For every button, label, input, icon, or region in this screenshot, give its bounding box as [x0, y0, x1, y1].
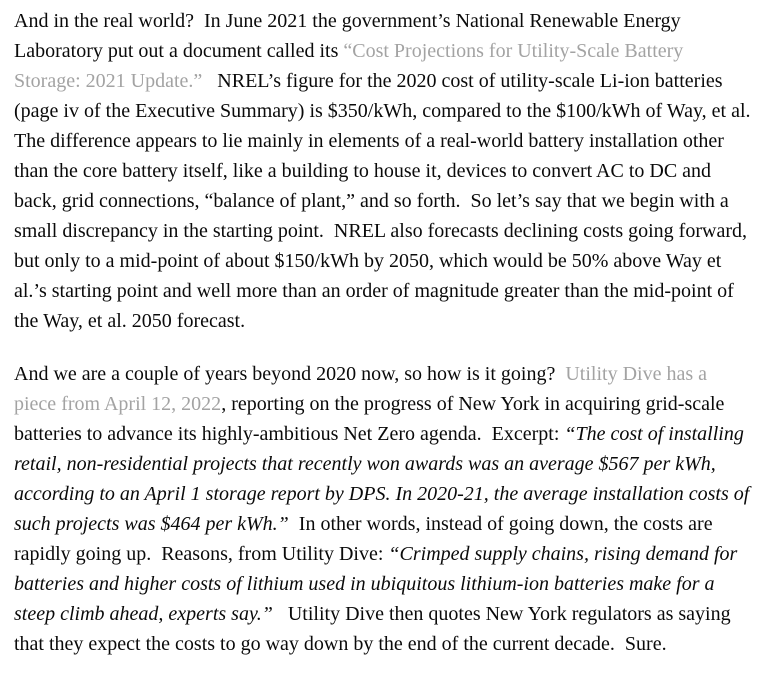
paragraph-text: NREL’s figure for the 2020 cost of utility-scale Li-ion batteries (page iv of the Executive Summary) is $350/kWh, compared to the $100/kWh of Way, et al. The difference appears to lie mainly in elements of a real-world battery installation other than the core battery itself, like a building to house it, devices to convert AC to DC and back, grid connections, “balance of plant,” and so forth. So let’s say that we begin with a small discrepancy in the starting point. NREL also forecasts declining costs going forward, but only to a mid-point of about $150/kWh by 2050, which would be 50% above Way et al.’s starting point and well more than an order of magnitude greater than the mid-point of the Way, et al. 2050 forecast. — [14, 70, 761, 332]
paragraph-utility-dive — [14, 359, 753, 659]
quote-dps-report: “The cost of installing retail, non-residential projects that recently won awards was an average $567 per kWh, according to an April 1 storage report by DPS. In 2020-21, the average installation costs of such projects was $464 per kWh.” — [14, 423, 755, 535]
utility-dive-link[interactable]: Utility Dive has a piece from April 12, 2022 — [14, 363, 712, 415]
paragraph-text: , reporting on the progress of New York in acquiring grid-scale batteries to advance its highly-ambitious Net Zero agenda. Excerpt: — [14, 393, 730, 445]
paragraph-nrel — [14, 6, 761, 336]
quote-supply-chains: “Crimped supply chains, rising demand for batteries and higher costs of lithium used in ubiquitous lithium-ion batteries make for a steep climb ahead, experts say.” — [14, 543, 743, 625]
paragraph-text: And we are a couple of years beyond 2020 now, so how is it going? — [14, 363, 566, 385]
paragraph-text: In other words, instead of going down, the costs are rapidly going up. Reasons, from Utility Dive: — [14, 513, 718, 565]
paragraph-text: And in the real world? In June 2021 the government’s National Renewable Energy Laboratory put out a document called its — [14, 10, 686, 62]
paragraph-text: Utility Dive then quotes New York regulators as saying that they expect the costs to go way down by the end of the current decade. Sure. — [14, 603, 736, 655]
nrel-report-link[interactable]: “Cost Projections for Utility-Scale Battery Storage: 2021 Update.” — [14, 40, 689, 92]
article-text — [14, 6, 761, 659]
